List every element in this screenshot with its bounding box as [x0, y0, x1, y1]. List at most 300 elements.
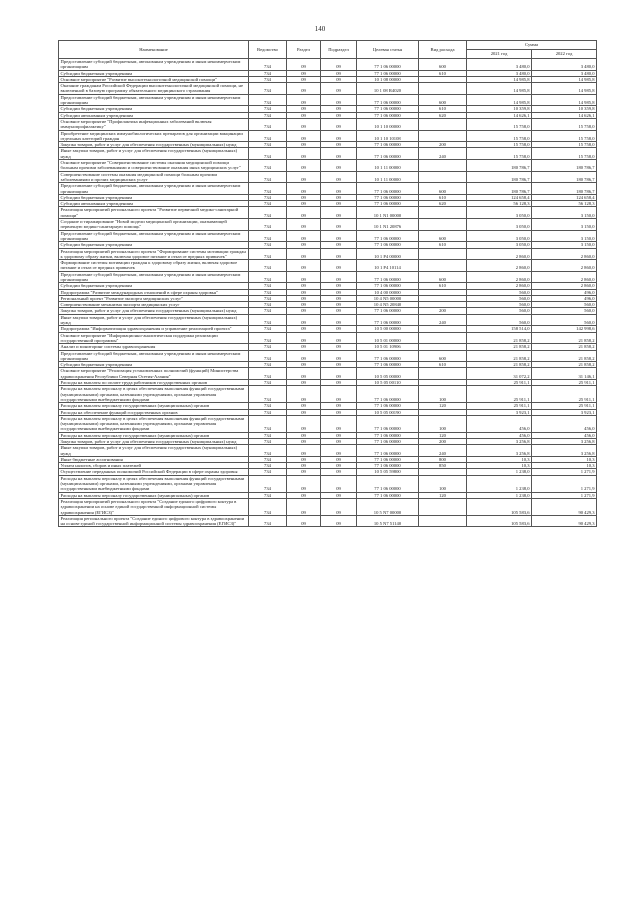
- row-ved: 734: [249, 76, 287, 82]
- row-name: Подпрограмма "Развитие международных отношений в сфере охраны здоровья": [59, 289, 249, 295]
- row-sum-2021: 21 858,2: [467, 362, 532, 368]
- row-vr: [419, 207, 467, 219]
- table-row: [59, 368, 597, 380]
- row-podrazdel: 09: [321, 183, 357, 195]
- row-sum-2021: 25 911,1: [467, 403, 532, 409]
- row-razdel: 09: [287, 76, 321, 82]
- row-podrazdel: 09: [321, 76, 357, 82]
- row-csr: 77 1 06 00000: [357, 463, 419, 469]
- row-sum-2022: 496,0: [532, 289, 597, 295]
- row-vr: [419, 515, 467, 527]
- row-ved: 734: [249, 70, 287, 76]
- row-ved: 734: [249, 439, 287, 445]
- row-csr: 10 4 00 00000: [357, 289, 419, 295]
- row-csr: 10 1 08 R4020: [357, 83, 419, 95]
- row-podrazdel: 09: [321, 94, 357, 106]
- row-sum-2021: 3 480,0: [467, 59, 532, 71]
- row-csr: 77 1 06 00000: [357, 148, 419, 160]
- row-sum-2021: 3 256,8: [467, 439, 532, 445]
- row-csr: 77 1 06 00000: [357, 94, 419, 106]
- row-csr: 77 1 06 00000: [357, 308, 419, 314]
- row-razdel: 09: [287, 70, 321, 76]
- row-podrazdel: 09: [321, 142, 357, 148]
- row-vr: 610: [419, 70, 467, 76]
- table-row: [59, 183, 597, 195]
- row-razdel: 09: [287, 230, 321, 242]
- row-sum-2021: 560,0: [467, 302, 532, 308]
- row-name: Совершенствование системы оказания медицинской помощи больным прочими заболеваниями и прочих медицинских услуг: [59, 171, 249, 183]
- row-ved: 734: [249, 242, 287, 248]
- row-sum-2021: 456,0: [467, 432, 532, 438]
- row-podrazdel: 09: [321, 70, 357, 76]
- row-ved: 734: [249, 260, 287, 272]
- row-vr: 610: [419, 283, 467, 289]
- row-podrazdel: 09: [321, 432, 357, 438]
- row-vr: 600: [419, 271, 467, 283]
- row-sum-2022: 496,0: [532, 295, 597, 301]
- row-podrazdel: 09: [321, 148, 357, 160]
- row-ved: 734: [249, 432, 287, 438]
- row-csr: 77 1 06 00000: [357, 242, 419, 248]
- row-ved: 734: [249, 409, 287, 415]
- row-vr: [419, 368, 467, 380]
- row-sum-2021: 31 072,2: [467, 368, 532, 380]
- row-ved: 734: [249, 463, 287, 469]
- row-csr: 77 1 06 00000: [357, 386, 419, 403]
- row-ved: 734: [249, 332, 287, 344]
- row-csr: 10 5 N7 51140: [357, 515, 419, 527]
- row-podrazdel: 09: [321, 83, 357, 95]
- header-year-2021: 2021 год: [467, 50, 532, 59]
- row-sum-2021: 14 985,8: [467, 76, 532, 82]
- row-sum-2021: 2 860,0: [467, 271, 532, 283]
- row-podrazdel: 09: [321, 314, 357, 326]
- row-csr: 77 1 06 00000: [357, 183, 419, 195]
- row-razdel: 09: [287, 94, 321, 106]
- row-sum-2022: 14 985,8: [532, 76, 597, 82]
- row-sum-2021: 2 860,0: [467, 248, 532, 260]
- row-razdel: 09: [287, 344, 321, 350]
- row-vr: [419, 160, 467, 172]
- row-sum-2021: 10,3: [467, 456, 532, 462]
- row-ved: 734: [249, 160, 287, 172]
- row-csr: 77 1 06 00000: [357, 283, 419, 289]
- row-razdel: 09: [287, 456, 321, 462]
- row-name: Совершенствование механизма экспорта медицинских услуг: [59, 302, 249, 308]
- row-sum-2021: 124 658,4: [467, 194, 532, 200]
- row-name: Расходы на выплаты персоналу государственных (муниципальных) органов: [59, 492, 249, 498]
- row-sum-2021: 2 860,0: [467, 260, 532, 272]
- table-row: [59, 248, 597, 260]
- header-podrazdel: Подраздел: [321, 41, 357, 59]
- row-sum-2022: 3 150,0: [532, 230, 597, 242]
- row-podrazdel: 09: [321, 302, 357, 308]
- row-razdel: 09: [287, 475, 321, 492]
- row-vr: [419, 171, 467, 183]
- row-podrazdel: 09: [321, 350, 357, 362]
- row-vr: 600: [419, 94, 467, 106]
- table-row: [59, 230, 597, 242]
- row-vr: 800: [419, 456, 467, 462]
- row-sum-2022: 560,0: [532, 302, 597, 308]
- row-name: Расходы на выплаты персоналу в целях обеспечения выполнения функций государственными (муниципальными) органами, казенными учреждениями, органами управления государственными внебюджетными фондами: [59, 475, 249, 492]
- row-sum-2021: 15 758,0: [467, 118, 532, 130]
- row-sum-2021: 180 786,7: [467, 183, 532, 195]
- row-vr: 100: [419, 415, 467, 432]
- row-sum-2022: 2 860,0: [532, 248, 597, 260]
- row-ved: 734: [249, 142, 287, 148]
- row-name: Расходы на выплаты персоналу государственных (муниципальных) органов: [59, 403, 249, 409]
- row-name: Предоставление субсидий бюджетным, автономным учреждениям и иным некоммерческим организациям: [59, 183, 249, 195]
- row-razdel: 09: [287, 201, 321, 207]
- row-sum-2022: 10 359,8: [532, 106, 597, 112]
- row-csr: 10 1 11 00000: [357, 171, 419, 183]
- row-sum-2022: 15 758,0: [532, 148, 597, 160]
- row-ved: 734: [249, 492, 287, 498]
- row-sum-2022: 25 911,1: [532, 403, 597, 409]
- row-name: Предоставление субсидий бюджетным, автономным учреждениям и иным некоммерческим организациям: [59, 59, 249, 71]
- row-csr: 10 4 N5 00000: [357, 295, 419, 301]
- row-csr: 10 5 01 10906: [357, 344, 419, 350]
- row-csr: 77 1 06 00000: [357, 70, 419, 76]
- row-name: Предоставление субсидий бюджетным, автономным учреждениям и иным некоммерческим организациям: [59, 230, 249, 242]
- row-vr: 200: [419, 308, 467, 314]
- row-sum-2022: 142 998,6: [532, 326, 597, 332]
- row-ved: 734: [249, 295, 287, 301]
- row-csr: 77 1 06 00000: [357, 475, 419, 492]
- row-name: Осуществление переданных полномочий Российской Федерации в сфере охраны здоровья: [59, 469, 249, 475]
- row-sum-2022: 21 858,2: [532, 362, 597, 368]
- row-sum-2021: 3 256,8: [467, 445, 532, 457]
- row-ved: 734: [249, 445, 287, 457]
- table-row: [59, 415, 597, 432]
- row-sum-2022: 456,0: [532, 415, 597, 432]
- row-sum-2021: 15 758,0: [467, 148, 532, 160]
- row-sum-2022: 3 923,1: [532, 409, 597, 415]
- row-vr: 620: [419, 201, 467, 207]
- row-ved: 734: [249, 171, 287, 183]
- row-vr: 610: [419, 194, 467, 200]
- row-csr: 77 1 06 00000: [357, 106, 419, 112]
- row-sum-2022: 14 626,1: [532, 112, 597, 118]
- table-row: [59, 219, 597, 231]
- row-sum-2022: 3 256,8: [532, 445, 597, 457]
- row-name: Основное мероприятие "Информационно-аналитическая поддержка реализации государственной программы": [59, 332, 249, 344]
- row-sum-2022: 2 860,0: [532, 283, 597, 289]
- row-vr: 120: [419, 492, 467, 498]
- row-ved: 734: [249, 118, 287, 130]
- table-row: [59, 445, 597, 457]
- row-podrazdel: 09: [321, 230, 357, 242]
- row-podrazdel: 09: [321, 456, 357, 462]
- row-name: Субсидии бюджетным учреждениям: [59, 362, 249, 368]
- row-name: Иные бюджетные ассигнования: [59, 456, 249, 462]
- row-name: Реализация мероприятий регионального проекта "Формирование системы мотивации граждан к здоровому образу жизни, включая здоровое питание и отказ от вредных привычек": [59, 248, 249, 260]
- header-year-2022: 2022 год: [532, 50, 597, 59]
- row-razdel: 09: [287, 415, 321, 432]
- row-sum-2021: 25 911,1: [467, 386, 532, 403]
- row-vr: [419, 83, 467, 95]
- row-sum-2022: 15 758,0: [532, 118, 597, 130]
- row-sum-2021: 560,0: [467, 289, 532, 295]
- row-vr: 600: [419, 59, 467, 71]
- table-row: [59, 260, 597, 272]
- table-row: [59, 160, 597, 172]
- row-ved: 734: [249, 148, 287, 160]
- row-sum-2022: 21 858,2: [532, 350, 597, 362]
- row-razdel: 09: [287, 332, 321, 344]
- row-vr: 200: [419, 142, 467, 148]
- table-row: [59, 332, 597, 344]
- row-ved: 734: [249, 469, 287, 475]
- row-csr: 77 1 06 00000: [357, 492, 419, 498]
- row-csr: 10 1 P4 10114: [357, 260, 419, 272]
- row-csr: 10 1 08 00000: [357, 76, 419, 82]
- row-ved: 734: [249, 230, 287, 242]
- row-sum-2021: 56 128,3: [467, 201, 532, 207]
- row-name: Создание и тиражирование "Новой модели медицинской организации, оказывающей первичную медико-санитарную помощь": [59, 219, 249, 231]
- row-name: Расходы на выплаты персоналу государственных (муниципальных) органов: [59, 432, 249, 438]
- row-vr: [419, 248, 467, 260]
- row-razdel: 09: [287, 314, 321, 326]
- row-csr: 10 5 05 00190: [357, 409, 419, 415]
- row-csr: 77 1 06 00000: [357, 350, 419, 362]
- row-ved: 734: [249, 475, 287, 492]
- row-razdel: 09: [287, 439, 321, 445]
- row-sum-2021: 180 786,7: [467, 160, 532, 172]
- row-sum-2021: 560,0: [467, 295, 532, 301]
- table-row: [59, 171, 597, 183]
- row-name: Реализация мероприятий регионального проекта "Развитие первичной медико-санитарной помощи": [59, 207, 249, 219]
- row-sum-2021: 2 860,0: [467, 283, 532, 289]
- row-podrazdel: 09: [321, 194, 357, 200]
- row-razdel: 09: [287, 148, 321, 160]
- row-sum-2021: 14 626,1: [467, 112, 532, 118]
- row-podrazdel: 09: [321, 201, 357, 207]
- row-name: Предоставление субсидий бюджетным, автономным учреждениям и иным некоммерческим организациям: [59, 271, 249, 283]
- row-sum-2022: 1 271,9: [532, 492, 597, 498]
- row-podrazdel: 09: [321, 498, 357, 515]
- row-razdel: 09: [287, 260, 321, 272]
- row-sum-2021: 1 238,0: [467, 492, 532, 498]
- table-row: [59, 271, 597, 283]
- row-podrazdel: 09: [321, 475, 357, 492]
- row-razdel: 09: [287, 289, 321, 295]
- row-ved: 734: [249, 314, 287, 326]
- row-sum-2022: 180 786,7: [532, 183, 597, 195]
- row-sum-2021: 15 758,0: [467, 130, 532, 142]
- row-sum-2022: 1 271,9: [532, 469, 597, 475]
- row-sum-2021: 3 050,0: [467, 207, 532, 219]
- row-podrazdel: 09: [321, 409, 357, 415]
- row-razdel: 09: [287, 302, 321, 308]
- row-ved: 734: [249, 515, 287, 527]
- row-sum-2022: 2 860,0: [532, 271, 597, 283]
- row-sum-2021: 10 359,8: [467, 106, 532, 112]
- row-name: Субсидии бюджетным учреждениям: [59, 283, 249, 289]
- row-vr: [419, 498, 467, 515]
- header-vr: Вид расхода: [419, 41, 467, 59]
- row-sum-2022: 3 480,0: [532, 70, 597, 76]
- row-sum-2022: 15 758,0: [532, 130, 597, 142]
- row-sum-2021: 105 583,6: [467, 498, 532, 515]
- row-razdel: 09: [287, 142, 321, 148]
- row-podrazdel: 09: [321, 248, 357, 260]
- row-sum-2021: 560,0: [467, 308, 532, 314]
- row-vr: 120: [419, 403, 467, 409]
- row-name: Оказание гражданам Российской Федерации высокотехнологичной медицинской помощи, не включенной в базовую программу обязательного медицинского страхования: [59, 83, 249, 95]
- row-vr: 200: [419, 439, 467, 445]
- row-name: Основное мероприятие "Совершенствование системы оказания медицинской помощи больным прочими заболеваниями и совершенствование оказания иных медицинских услуг": [59, 160, 249, 172]
- row-csr: 77 1 06 00000: [357, 142, 419, 148]
- row-sum-2022: 31 146,1: [532, 368, 597, 380]
- row-csr: 77 1 06 00000: [357, 59, 419, 71]
- row-ved: 734: [249, 308, 287, 314]
- row-vr: 600: [419, 230, 467, 242]
- budget-table-wrapper: [58, 40, 596, 527]
- row-podrazdel: 09: [321, 118, 357, 130]
- row-csr: 10 1 10 00000: [357, 118, 419, 130]
- row-name: Подпрограмма "Информатизация здравоохранения и управление реализацией проекта": [59, 326, 249, 332]
- row-razdel: 09: [287, 463, 321, 469]
- row-razdel: 09: [287, 362, 321, 368]
- row-vr: 850: [419, 463, 467, 469]
- row-sum-2021: 1 238,0: [467, 475, 532, 492]
- row-name: Закупка товаров, работ и услуг для обеспечения государственных (муниципальных) нужд: [59, 308, 249, 314]
- row-name: Расходы на выплаты персоналу в целях обеспечения выполнения функций государственными (муниципальными) органами, казенными учреждениями, органами управления государственными внебюджетными фондами: [59, 386, 249, 403]
- row-razdel: 09: [287, 219, 321, 231]
- row-name: Расходы на выплаты по оплате труда работников государственных органов: [59, 380, 249, 386]
- table-row: [59, 59, 597, 71]
- row-name: Субсидии бюджетным учреждениям: [59, 70, 249, 76]
- row-vr: [419, 130, 467, 142]
- row-csr: 77 1 06 00000: [357, 314, 419, 326]
- row-sum-2021: 14 985,8: [467, 94, 532, 106]
- row-csr: 10 1 10 10108: [357, 130, 419, 142]
- row-vr: 120: [419, 432, 467, 438]
- row-razdel: 09: [287, 242, 321, 248]
- row-podrazdel: 09: [321, 463, 357, 469]
- row-podrazdel: 09: [321, 106, 357, 112]
- table-body: [59, 59, 597, 527]
- row-podrazdel: 09: [321, 415, 357, 432]
- row-sum-2021: 180 786,7: [467, 171, 532, 183]
- row-razdel: 09: [287, 248, 321, 260]
- table-row: [59, 475, 597, 492]
- row-sum-2022: 560,0: [532, 308, 597, 314]
- row-name: Реализация регионального проекта "Создание единого цифрового контура в здравоохранении на основе единой государственной информационной системы здравоохранения (ЕГИСЗ)": [59, 515, 249, 527]
- row-ved: 734: [249, 380, 287, 386]
- row-razdel: 09: [287, 350, 321, 362]
- row-razdel: 09: [287, 380, 321, 386]
- row-sum-2021: 21 858,2: [467, 332, 532, 344]
- row-csr: 77 1 06 00000: [357, 403, 419, 409]
- row-csr: 77 1 06 00000: [357, 194, 419, 200]
- row-sum-2021: 10,3: [467, 463, 532, 469]
- row-sum-2021: 3 923,1: [467, 409, 532, 415]
- row-csr: 77 1 06 00000: [357, 432, 419, 438]
- row-podrazdel: 09: [321, 469, 357, 475]
- row-name: Основное мероприятие "Реализация установленных полномочий (функций) Министерства здравоохранения Республики Северная Осетия-Алания": [59, 368, 249, 380]
- row-razdel: 09: [287, 498, 321, 515]
- row-sum-2022: 14 985,8: [532, 83, 597, 95]
- row-razdel: 09: [287, 112, 321, 118]
- row-ved: 734: [249, 94, 287, 106]
- row-sum-2022: 180 786,7: [532, 171, 597, 183]
- row-ved: 734: [249, 59, 287, 71]
- row-csr: 77 1 06 00000: [357, 456, 419, 462]
- row-razdel: 09: [287, 130, 321, 142]
- header-ved: Ведомство: [249, 41, 287, 59]
- row-sum-2021: 25 911,1: [467, 380, 532, 386]
- row-sum-2022: 3 150,0: [532, 207, 597, 219]
- row-ved: 734: [249, 130, 287, 142]
- row-csr: 77 1 06 00000: [357, 445, 419, 457]
- row-name: Субсидии автономным учреждениям: [59, 201, 249, 207]
- row-podrazdel: 09: [321, 295, 357, 301]
- row-name: Приобретение медицинских иммунобиологических препаратов для организации вакцинации отдельных категорий граждан: [59, 130, 249, 142]
- row-sum-2022: 25 911,1: [532, 386, 597, 403]
- row-ved: 734: [249, 302, 287, 308]
- table-row: [59, 207, 597, 219]
- table-row: [59, 386, 597, 403]
- row-razdel: 09: [287, 409, 321, 415]
- row-csr: 10 1 N1 20876: [357, 219, 419, 231]
- row-csr: 10 5 01 00000: [357, 332, 419, 344]
- row-sum-2021: 3 050,0: [467, 219, 532, 231]
- row-sum-2022: 10,3: [532, 456, 597, 462]
- row-csr: 10 1 11 00000: [357, 160, 419, 172]
- row-name: Реализация мероприятий регионального проекта "Создание единого цифрового контура в здравоохранении на основе единой государственной информационной системы здравоохранения (ЕГИСЗ)": [59, 498, 249, 515]
- header-csr: Целевая статья: [357, 41, 419, 59]
- table-row: [59, 148, 597, 160]
- row-sum-2022: 3 256,8: [532, 439, 597, 445]
- row-razdel: 09: [287, 59, 321, 71]
- row-name: Основное мероприятие "Развитие высокотехнологичной медицинской помощи": [59, 76, 249, 82]
- row-name: Субсидии бюджетным учреждениям: [59, 106, 249, 112]
- row-podrazdel: 09: [321, 283, 357, 289]
- row-sum-2021: 1 238,0: [467, 469, 532, 475]
- row-podrazdel: 09: [321, 160, 357, 172]
- table-row: [59, 498, 597, 515]
- row-razdel: 09: [287, 283, 321, 289]
- row-podrazdel: 09: [321, 326, 357, 332]
- row-ved: 734: [249, 283, 287, 289]
- row-name: Уплата налогов, сборов и иных платежей: [59, 463, 249, 469]
- row-sum-2021: 21 858,2: [467, 344, 532, 350]
- row-ved: 734: [249, 207, 287, 219]
- row-razdel: 09: [287, 118, 321, 130]
- row-csr: 77 1 06 00000: [357, 201, 419, 207]
- row-name: Субсидии бюджетным учреждениям: [59, 242, 249, 248]
- row-sum-2021: 21 858,2: [467, 350, 532, 362]
- row-ved: 734: [249, 326, 287, 332]
- row-razdel: 09: [287, 171, 321, 183]
- row-vr: 610: [419, 106, 467, 112]
- row-name: Расходы на выплаты персоналу в целях обеспечения выполнения функций государственными (муниципальными) органами, казенными учреждениями, органами управления государственными внебюджетными фондами: [59, 415, 249, 432]
- row-ved: 734: [249, 271, 287, 283]
- row-sum-2021: 3 480,0: [467, 70, 532, 76]
- row-razdel: 09: [287, 445, 321, 457]
- row-name: Субсидии бюджетным учреждениям: [59, 194, 249, 200]
- row-podrazdel: 09: [321, 332, 357, 344]
- row-razdel: 09: [287, 386, 321, 403]
- row-podrazdel: 09: [321, 439, 357, 445]
- row-name: Иные закупки товаров, работ и услуг для обеспечения государственных (муниципальных) нужд: [59, 314, 249, 326]
- row-ved: 734: [249, 368, 287, 380]
- row-podrazdel: 09: [321, 171, 357, 183]
- row-podrazdel: 09: [321, 492, 357, 498]
